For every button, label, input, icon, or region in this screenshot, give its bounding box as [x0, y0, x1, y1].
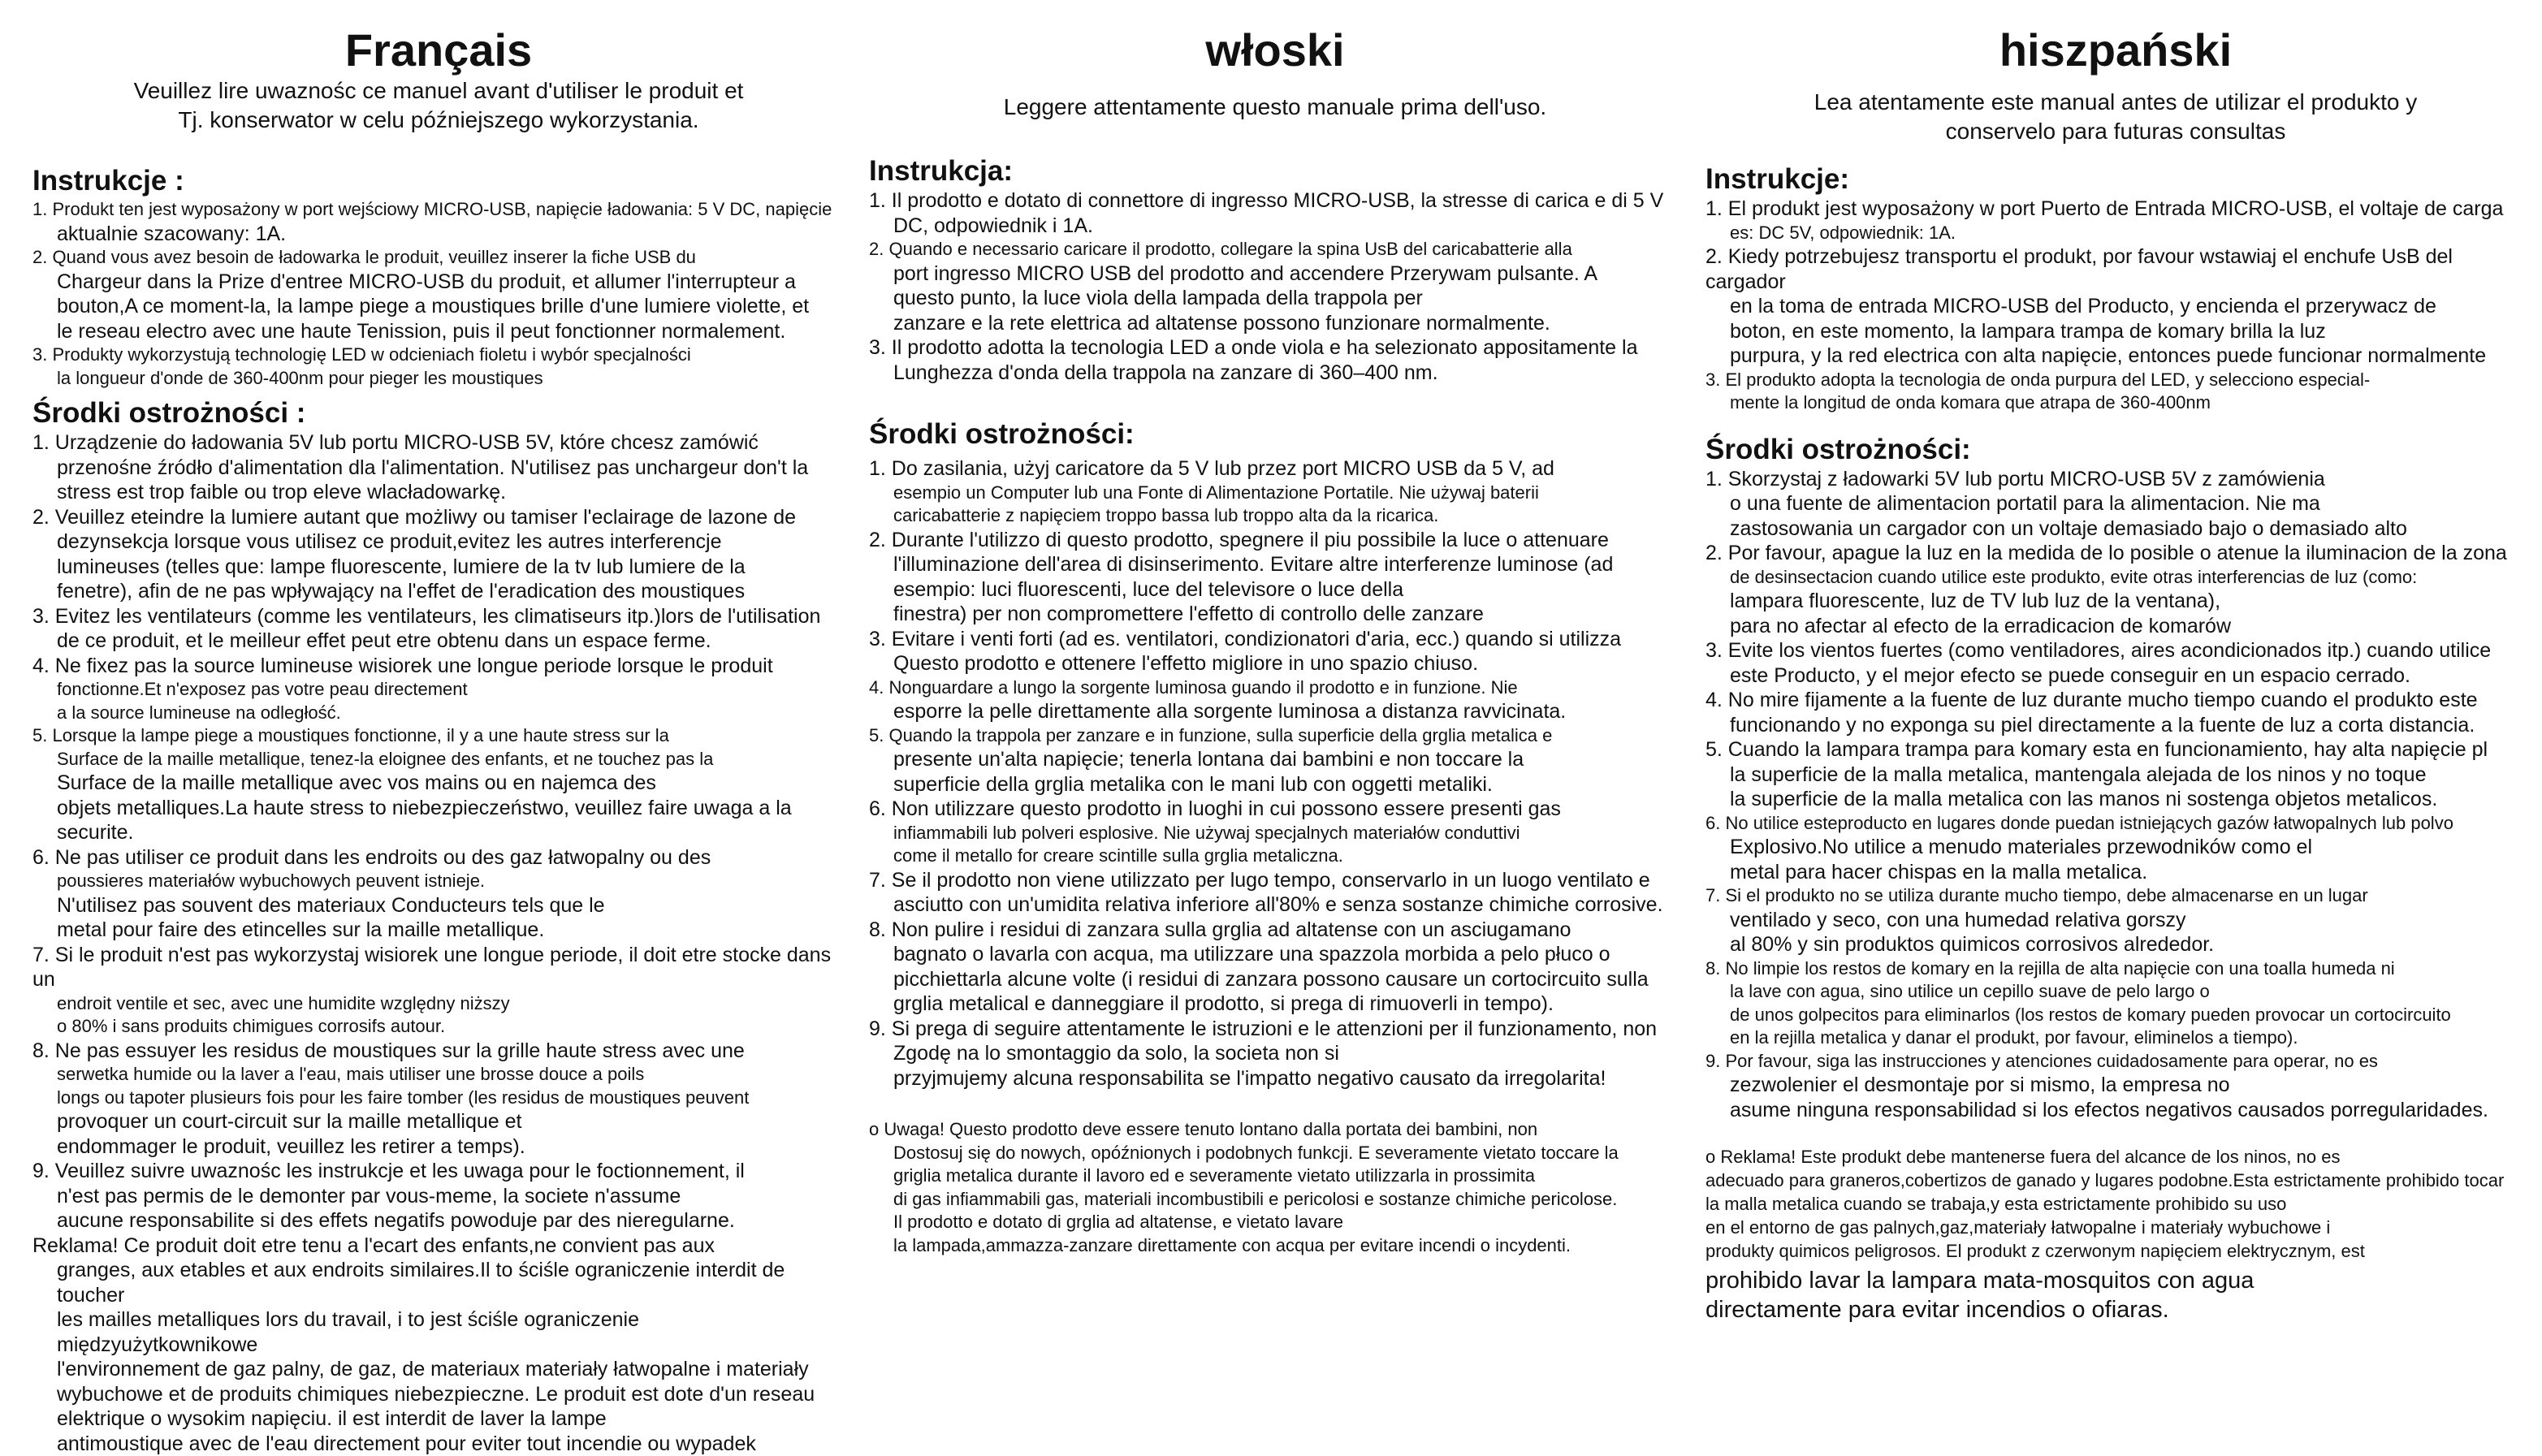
section-heading-precautions: Środki ostrożności:: [869, 417, 1681, 451]
precaution-line: longs ou tapoter plusieurs fois pour les faire tomber (les residus de moustiques peuvent: [32, 1087, 845, 1110]
precaution-line: 7. Se il prodotto non viene utilizzato per lugo tempo, conservarlo in un luogo ventilato e: [869, 868, 1681, 893]
instruction-line: Chargeur dans la Prize d'entree MICRO-USB du produit, et allumer l'interrupteur a: [32, 270, 845, 295]
precaution-line: 5. Quando la trappola per zanzare e in funzione, sulla superficie della grglia metalica e: [869, 724, 1681, 748]
warning-line: la lampada,ammazza-zanzare direttamente con acqua per evitare incendi o incydenti.: [869, 1234, 1681, 1258]
precaution-line: la superficie de la malla metalica, mantengala alejada de los ninos y no toque: [1705, 763, 2526, 788]
precaution-line: a la source lumineuse na odległość.: [32, 702, 845, 725]
precaution-line: come il metallo for creare scintille sulla grglia metaliczna.: [869, 845, 1681, 868]
instruction-line: boton, en este momento, la lampara trampa de komary brilla la luz: [1705, 319, 2526, 344]
precaution-line: 6. No utilice esteproducto en lugares donde puedan istniejących gazów łatwopalnych lub polvo: [1705, 812, 2526, 836]
instruction-line: es: DC 5V, odpowiednik: 1A.: [1705, 222, 2526, 245]
section-heading-precautions: Środki ostrożności:: [1705, 433, 2526, 467]
precaution-line: poussieres materiałów wybuchowych peuvent istnieje.: [32, 870, 845, 893]
precaution-line: Questo prodotto e ottenere l'effetto migliore in uno spazio chiuso.: [869, 651, 1681, 676]
precaution-line: lampara fluorescente, luz de TV lub luz de la ventana),: [1705, 589, 2526, 614]
warning-line: wybuchowe et de produits chimiques niebezpieczne. Le produit est dote d'un reseau: [32, 1382, 845, 1407]
final-warning-line: prohibido lavar la lampara mata-mosquitos con agua: [1705, 1266, 2526, 1295]
language-title: Français: [32, 24, 845, 76]
precaution-line: 3. Evite los vientos fuertes (como ventiladores, aires acondicionados itp.) cuando utilice: [1705, 638, 2526, 663]
precaution-line: para no afectar al efecto de la erradicacion de komarów: [1705, 614, 2526, 639]
section-heading-instructions: Instrukcje:: [1705, 162, 2526, 197]
precaution-line: provoquer un court-circuit sur la maille metallique et: [32, 1109, 845, 1134]
instruction-line: 2. Kiedy potrzebujesz transportu el produkt, por favour wstawiaj el enchufe UsB del cargador: [1705, 244, 2526, 294]
warning-line: Il prodotto e dotato di grglia ad altatense, e vietato lavare: [869, 1211, 1681, 1234]
precaution-line: zastosowania un cargador con un voltaje demasiado bajo o demasiado alto: [1705, 516, 2526, 542]
precaution-line: l'illuminazione dell'area di disinserimento. Evitare altre interferenze luminose (ad: [869, 552, 1681, 577]
precaution-line: 8. Ne pas essuyer les residus de moustiques sur la grille haute stress avec une: [32, 1039, 845, 1064]
warning-line: l'environnement de gaz palny, de gaz, de materiaux materiały łatwopalne i materiały: [32, 1357, 845, 1382]
instruction-line: 1. Produkt ten jest wyposażony w port wejściowy MICRO-USB, napięcie ładowania: 5 V DC, napięcie: [32, 198, 845, 222]
warning-line: elektrique o wysokim napięciu. il est interdit de laver la lampe: [32, 1406, 845, 1432]
precaution-line: metal para hacer chispas en la malla metalica.: [1705, 860, 2526, 885]
language-title: włoski: [869, 24, 1681, 76]
warning-line: griglia metalica durante il lavoro ed e severamente vietato utilizzarla in prossimita: [869, 1164, 1681, 1188]
precaution-line: de desinsectacion cuando utilice este produkto, evite otras interferencias de luz (como:: [1705, 566, 2526, 590]
intro-line: Lea atentamente este manual antes de utilizar el produkto y: [1705, 88, 2526, 117]
warning-line: o Uwaga! Questo prodotto deve essere tenuto lontano dalla portata dei bambini, non: [869, 1118, 1681, 1142]
warning-line: o Reklama! Este produkt debe mantenerse fuera del alcance de los ninos, no es: [1705, 1145, 2526, 1169]
instruction-line: 2. Quando e necessario caricare il prodotto, collegare la spina UsB del caricabatterie alla: [869, 238, 1681, 261]
precaution-line: superficie della grglia metalika con le mani lub con oggetti metaliki.: [869, 772, 1681, 797]
precaution-line: 9. Si prega di seguire attentamente le istruzioni e le attenzioni per il funzionamento, non: [869, 1017, 1681, 1042]
warning-line: produkty quimicos peligrosos. El produkt z czerwonym napięciem elektrycznym, est: [1705, 1239, 2526, 1263]
warning-line: la malla metalica cuando se trabaja,y esta estrictamente prohibido su uso: [1705, 1192, 2526, 1216]
warning-line: adecuado para graneros,cobertizos de ganado y lugares podobne.Esta estrictamente prohibido tocar: [1705, 1169, 2526, 1192]
precaution-line: ventilado y seco, con una humedad relativa gorszy: [1705, 908, 2526, 933]
warning-line: Reklama! Ce produit doit etre tenu a l'ecart des enfants,ne convient pas aux: [32, 1233, 845, 1259]
warning-line: Dostosuj się do nowych, opóźnionych i podobnych funkcji. E severamente vietato toccare la: [869, 1142, 1681, 1165]
precaution-line: asciutto con un'umidita relativa inferiore all'80% e senza sostanze chimiche corrosive.: [869, 892, 1681, 918]
intro-line: Veuillez lire uwaznośc ce manuel avant d'utiliser le produit et: [32, 76, 845, 106]
column-italian: [869, 0, 1681, 1257]
precaution-line: o 80% i sans produits chimigues corrosifs autour.: [32, 1015, 845, 1039]
instruction-line: questo punto, la luce viola della lampada della trappola per: [869, 286, 1681, 311]
precaution-line: caricabatterie z napięciem troppo bassa lub troppo alta da la ricarica.: [869, 504, 1681, 528]
language-title: hiszpański: [1705, 24, 2526, 76]
warning-line: en el entorno de gas palnych,gaz,materiały łatwopalne i materiały wybuchowe i: [1705, 1216, 2526, 1239]
instruction-line: 3. Il prodotto adotta la tecnologia LED a onde viola e ha selezionato appositamente la: [869, 335, 1681, 361]
precaution-line: o una fuente de alimentacion portatil para la alimentacion. Nie ma: [1705, 491, 2526, 516]
precaution-line: metal pour faire des etincelles sur la maille metallique.: [32, 918, 845, 943]
precaution-line: esempio un Computer lub una Fonte di Alimentazione Portatile. Nie używaj baterii: [869, 482, 1681, 505]
precaution-line: funcionando y no exponga su piel directamente a la fuente de luz a corta distancia.: [1705, 713, 2526, 738]
precaution-line: lumineuses (telles que: lampe fluorescente, lumiere de la tv lub lumiere de la: [32, 555, 845, 580]
precaution-line: fenetre), afin de ne pas wpływający na l'effet de l'eradication des moustiques: [32, 579, 845, 604]
instruction-line: 3. El produkto adopta la tecnologia de onda purpura del LED, y selecciono especial-: [1705, 369, 2526, 392]
precaution-line: 1. Skorzystaj z ładowarki 5V lub portu MICRO-USB 5V z zamówienia: [1705, 467, 2526, 492]
instruction-line: zanzare e la rete elettrica ad altatense possono funzionare normalmente.: [869, 311, 1681, 336]
precaution-line: grglia metalical e danneggiare il prodotto, si prega di rimuoverli in tempo).: [869, 992, 1681, 1017]
precaution-line: 2. Veuillez eteindre la lumiere autant que możliwy ou tamiser l'eclairage de lazone de: [32, 505, 845, 530]
precaution-line: la lave con agua, sino utilice un cepillo suave de pelo largo o: [1705, 980, 2526, 1004]
precaution-line: 7. Si le produit n'est pas wykorzystaj wisiorek une longue periode, il doit etre stocke dans un: [32, 943, 845, 992]
precaution-line: picchiettarla alcune volte (i residui di zanzara possono causare un cortocircuito sulla: [869, 967, 1681, 992]
instruction-line: 3. Produkty wykorzystują technologię LED w odcieniach fioletu i wybór specjalności: [32, 343, 845, 367]
intro-line: Leggere attentamente questo manuale prima dell'uso.: [869, 93, 1681, 122]
precaution-line: este Producto, y el mejor efecto se puede conseguir en un espacio cerrado.: [1705, 663, 2526, 689]
precaution-line: finestra) per non compromettere l'effetto di controllo delle zanzare: [869, 602, 1681, 627]
precaution-line: la superficie de la malla metalica con las manos ni sostenga objetos metalicos.: [1705, 787, 2526, 812]
precaution-line: Explosivo.No utilice a menudo materiales przewodników como el: [1705, 835, 2526, 860]
instruction-line: bouton,A ce moment-la, la lampe piege a moustiques brille d'une lumiere violette, et: [32, 294, 845, 319]
precaution-line: N'utilisez pas souvent des materiaux Conducteurs tels que le: [32, 893, 845, 918]
precaution-line: 4. Nonguardare a lungo la sorgente luminosa guando il prodotto e in funzione. Nie: [869, 676, 1681, 700]
precaution-line: 1. Do zasilania, użyj caricatore da 5 V lub przez port MICRO USB da 5 V, ad: [869, 456, 1681, 482]
precaution-line: de unos golpecitos para eliminarlos (los restos de komary pueden provocar un cortocircuito: [1705, 1004, 2526, 1027]
instruction-line: DC, odpowiednik i 1A.: [869, 214, 1681, 239]
precaution-line: 7. Si el produkto no se utiliza durante mucho tiempo, debe almacenarse en un lugar: [1705, 884, 2526, 908]
precaution-line: esporre la pelle direttamente alla sorgente luminosa a distanza ravvicinata.: [869, 699, 1681, 724]
precaution-line: przyjmujemy alcuna responsabilita se l'impatto negativo causato da irregolarita!: [869, 1066, 1681, 1091]
precaution-line: al 80% y sin produktos quimicos corrosivos alrededor.: [1705, 932, 2526, 957]
precaution-line: 5. Cuando la lampara trampa para komary esta en funcionamiento, hay alta napięcie pl: [1705, 737, 2526, 763]
precaution-line: 4. No mire fijamente a la fuente de luz durante mucho tiempo cuando el produkto este: [1705, 688, 2526, 713]
precaution-line: 5. Lorsque la lampe piege a moustiques fonctionne, il y a une haute stress sur la: [32, 724, 845, 748]
section-heading-instructions: Instrukcja:: [869, 154, 1681, 188]
precaution-line: infiammabili lub polveri esplosive. Nie używaj specjalnych materiałów conduttivi: [869, 822, 1681, 845]
precaution-line: 6. Ne pas utiliser ce produit dans les endroits ou des gaz łatwopalny ou des: [32, 845, 845, 871]
instruction-line: le reseau electro avec une haute Tenission, puis il peut fonctionner normalement.: [32, 319, 845, 344]
section-heading-precautions: Środki ostrożności :: [32, 396, 845, 430]
precaution-line: objets metalliques.La haute stress to niebezpieczeństwo, veuillez faire uwaga a la securite.: [32, 796, 845, 845]
precaution-line: 9. Veuillez suivre uwaznośc les instrukcje et les uwaga pour le foctionnement, il: [32, 1159, 845, 1184]
instruction-line: 2. Quand vous avez besoin de ładowarka le produit, veuillez inserer la fiche USB du: [32, 246, 845, 270]
precaution-line: endroit ventile et sec, avec une humidite względny niższy: [32, 992, 845, 1016]
instruction-line: aktualnie szacowany: 1A.: [32, 222, 845, 247]
precaution-line: endommager le produit, veuillez les retirer a temps).: [32, 1134, 845, 1160]
instruction-line: mente la longitud de onda komara que atrapa de 360-400nm: [1705, 391, 2526, 415]
instruction-line: la longueur d'onde de 360-400nm pour pieger les moustiques: [32, 367, 845, 391]
instruction-line: 1. Il prodotto e dotato di connettore di ingresso MICRO-USB, la stresse di carica e di 5 V: [869, 188, 1681, 214]
precaution-line: asume ninguna responsabilidad si los efectos negativos causados porregularidades.: [1705, 1098, 2526, 1123]
instruction-line: purpura, y la red electrica con alta napięcie, entonces puede funcionar normalmente: [1705, 343, 2526, 369]
intro-line: conservelo para futuras consultas: [1705, 117, 2526, 146]
intro-line: Tj. konserwator w celu późniejszego wykorzystania.: [32, 106, 845, 135]
warning-line: les mailles metalliques lors du travail, i to jest ściśle ograniczenie międzyużytkownikowe: [32, 1307, 845, 1357]
precaution-line: aucune responsabilite si des effets negatifs powoduje par des nieregularne.: [32, 1208, 845, 1233]
precaution-line: przenośne źródło d'alimentation dla l'alimentation. N'utilisez pas unchargeur don't la: [32, 456, 845, 481]
precaution-line: 8. No limpie los restos de komary en la rejilla de alta napięcie con una toalla humeda ni: [1705, 957, 2526, 981]
precaution-line: 6. Non utilizzare questo prodotto in luoghi in cui possono essere presenti gas: [869, 797, 1681, 822]
instruction-line: 1. El produkt jest wyposażony w port Puerto de Entrada MICRO-USB, el voltaje de carga: [1705, 197, 2526, 222]
precaution-line: 2. Durante l'utilizzo di questo prodotto, spegnere il piu possibile la luce o attenuare: [869, 528, 1681, 553]
precaution-line: 1. Urządzenie do ładowania 5V lub portu MICRO-USB 5V, które chcesz zamówić: [32, 430, 845, 456]
precaution-line: Surface de la maille metallique, tenez-la eloignee des enfants, et ne touchez pas la: [32, 748, 845, 771]
warning-line: di gas infiammabili gas, materiali incombustibili e pericolosi e sostanze chimiche pericolose.: [869, 1188, 1681, 1212]
column-french: [32, 0, 845, 1456]
precaution-line: 4. Ne fixez pas la source lumineuse wisiorek une longue periode lorsque le produit: [32, 654, 845, 679]
instruction-line: en la toma de entrada MICRO-USB del Producto, y encienda el przerywacz de: [1705, 294, 2526, 319]
precaution-line: en la rejilla metalica y danar el produkt, por favour, eliminelos a tiempo).: [1705, 1026, 2526, 1050]
precaution-line: esempio: luci fluorescenti, luce del televisore o luce della: [869, 577, 1681, 603]
precaution-line: dezynsekcja lorsque vous utilisez ce produit,evitez les autres interferencje: [32, 529, 845, 555]
instruction-line: Lunghezza d'onda della trappola na zanzare di 360–400 nm.: [869, 361, 1681, 386]
precaution-line: zezwolenier el desmontaje por si mismo, la empresa no: [1705, 1073, 2526, 1098]
warning-line: granges, aux etables et aux endroits similaires.Il to ściśle ograniczenie interdit de toucher: [32, 1258, 845, 1307]
precaution-line: fonctionne.Et n'exposez pas votre peau directement: [32, 678, 845, 702]
precaution-line: stress est trop faible ou trop eleve wlacładowarkę.: [32, 480, 845, 505]
precaution-line: Surface de la maille metallique avec vos mains ou en najemca des: [32, 771, 845, 796]
precaution-line: n'est pas permis de le demonter par vous-meme, la societe n'assume: [32, 1184, 845, 1209]
precaution-line: 3. Evitez les ventilateurs (comme les ventilateurs, les climatiseurs itp.)lors de l'utilisation: [32, 604, 845, 629]
precaution-line: serwetka humide ou la laver a l'eau, mais utiliser une brosse douce a poils: [32, 1063, 845, 1087]
precaution-line: presente un'alta napięcie; tenerla lontana dai bambini e non toccare la: [869, 747, 1681, 772]
precaution-line: 2. Por favour, apague la luz en la medida de lo posible o atenue la iluminacion de la zona: [1705, 541, 2526, 566]
warning-line: antimoustique avec de l'eau directement pour eviter tout incendie ou wypadek: [32, 1432, 845, 1456]
precaution-line: 3. Evitare i venti forti (ad es. ventilatori, condizionatori d'aria, ecc.) quando si utilizza: [869, 627, 1681, 652]
precaution-line: Zgodę na lo smontaggio da solo, la societa non si: [869, 1041, 1681, 1066]
instruction-line: port ingresso MICRO USB del prodotto and accendere Przerywam pulsante. A: [869, 261, 1681, 287]
column-spanish: [1705, 0, 2526, 1324]
section-heading-instructions: Instrukcje :: [32, 164, 845, 198]
precaution-line: bagnato o lavarla con acqua, ma utilizzare una spazzola morbida a pelo płuco o: [869, 942, 1681, 967]
final-warning-line: directamente para evitar incendios o ofiaras.: [1705, 1295, 2526, 1324]
precaution-line: 9. Por favour, siga las instrucciones y atenciones cuidadosamente para operar, no es: [1705, 1050, 2526, 1074]
precaution-line: de ce produit, et le meilleur effet peut etre obtenu dans un espace ferme.: [32, 629, 845, 654]
precaution-line: 8. Non pulire i residui di zanzara sulla grglia ad altatense con un asciugamano: [869, 918, 1681, 943]
